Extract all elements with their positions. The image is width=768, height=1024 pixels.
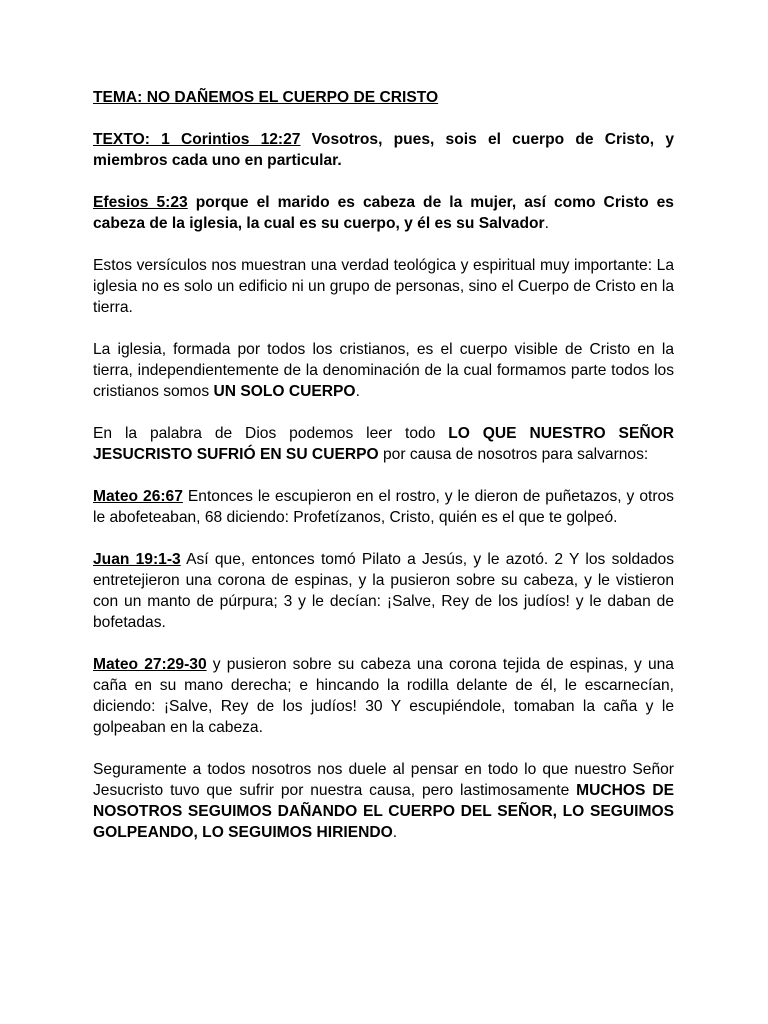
punctuation: . xyxy=(392,824,398,841)
paragraph-mateo-26 xyxy=(93,486,674,528)
bold-text: LO QUE NUESTRO SEÑOR JESUCRISTO SUFRIÓ EN SU CUERPO xyxy=(93,425,675,463)
punctuation: . xyxy=(544,215,549,232)
verse-text: Así que, entonces tomó Pilato a Jesús, y le azotó. 2 Y los soldados entretejieron una corona de espinas, y la pusieron sobre su cabeza, y le vistieron con un manto de púrpura; 3 y le decían: ¡Salve, Rey de los judíos! y le daban de bofetadas. xyxy=(93,551,675,631)
body-text-end: por causa de nosotros para salvarnos: xyxy=(378,446,649,463)
bible-reference: Mateo 26:67 xyxy=(93,488,183,505)
paragraph-efesios xyxy=(93,192,674,234)
paragraph-mateo-27 xyxy=(93,654,674,738)
bible-reference: Mateo 27:29-30 xyxy=(93,656,207,673)
body-text: En la palabra de Dios podemos leer todo xyxy=(93,425,449,442)
verse-text: Vosotros, pues, sois el cuerpo de Cristo, y miembros cada uno en particular. xyxy=(93,131,674,169)
bold-text: UN SOLO CUERPO xyxy=(213,383,356,400)
body-text: La iglesia, formada por todos los cristianos, es el cuerpo visible de Cristo en la tierra, independientemente de la denominación de la cual formamos parte todos los cristianos somos xyxy=(93,341,674,400)
verse-text: porque el marido es cabeza de la mujer, así como Cristo es cabeza de la iglesia, la cual es su cuerpo, y él es su Salvador xyxy=(93,194,674,232)
paragraph-juan-19 xyxy=(93,549,674,633)
punctuation: . xyxy=(355,383,360,400)
verse-text: y pusieron sobre su cabeza una corona tejida de espinas, y una caña en su mano derecha; e hincando la rodilla delante de él, le escarnecían, diciendo: ¡Salve, Rey de los judíos! 30 Y escupiéndole, tomaban la caña y le golpeaban en la cabeza. xyxy=(93,656,674,736)
paragraph-intro: Estos versículos nos muestran una verdad teológica y espiritual muy importante: La iglesia no es solo un edificio ni un grupo de personas, sino el Cuerpo de Cristo en la tierra. xyxy=(93,257,674,316)
bold-text: MUCHOS DE NOSOTROS SEGUIMOS DAÑANDO EL CUERPO DEL SEÑOR, LO SEGUIMOS GOLPEANDO, LO SEGUIMOS HIRIENDO xyxy=(93,782,674,841)
verse-text: Entonces le escupieron en el rostro, y le dieron de puñetazos, y otros le abofeteaban, 68 diciendo: Profetízanos, Cristo, quién es el que te golpeó. xyxy=(93,488,674,526)
paragraph-palabra xyxy=(93,423,674,465)
document-title: TEMA: NO DAÑEMOS EL CUERPO DE CRISTO xyxy=(93,89,439,106)
bible-reference: Efesios 5:23 xyxy=(93,194,188,211)
document-page xyxy=(93,87,674,864)
bible-reference: TEXTO: 1 Corintios 12:27 xyxy=(93,131,301,148)
paragraph-conclusion xyxy=(93,759,674,843)
bible-reference: Juan 19:1-3 xyxy=(93,551,181,568)
paragraph-iglesia xyxy=(93,339,674,402)
body-text: Seguramente a todos nosotros nos duele al pensar en todo lo que nuestro Señor Jesucristo tuvo que sufrir por nuestra causa, pero lastimosamente xyxy=(93,761,674,799)
paragraph-texto xyxy=(93,129,674,171)
